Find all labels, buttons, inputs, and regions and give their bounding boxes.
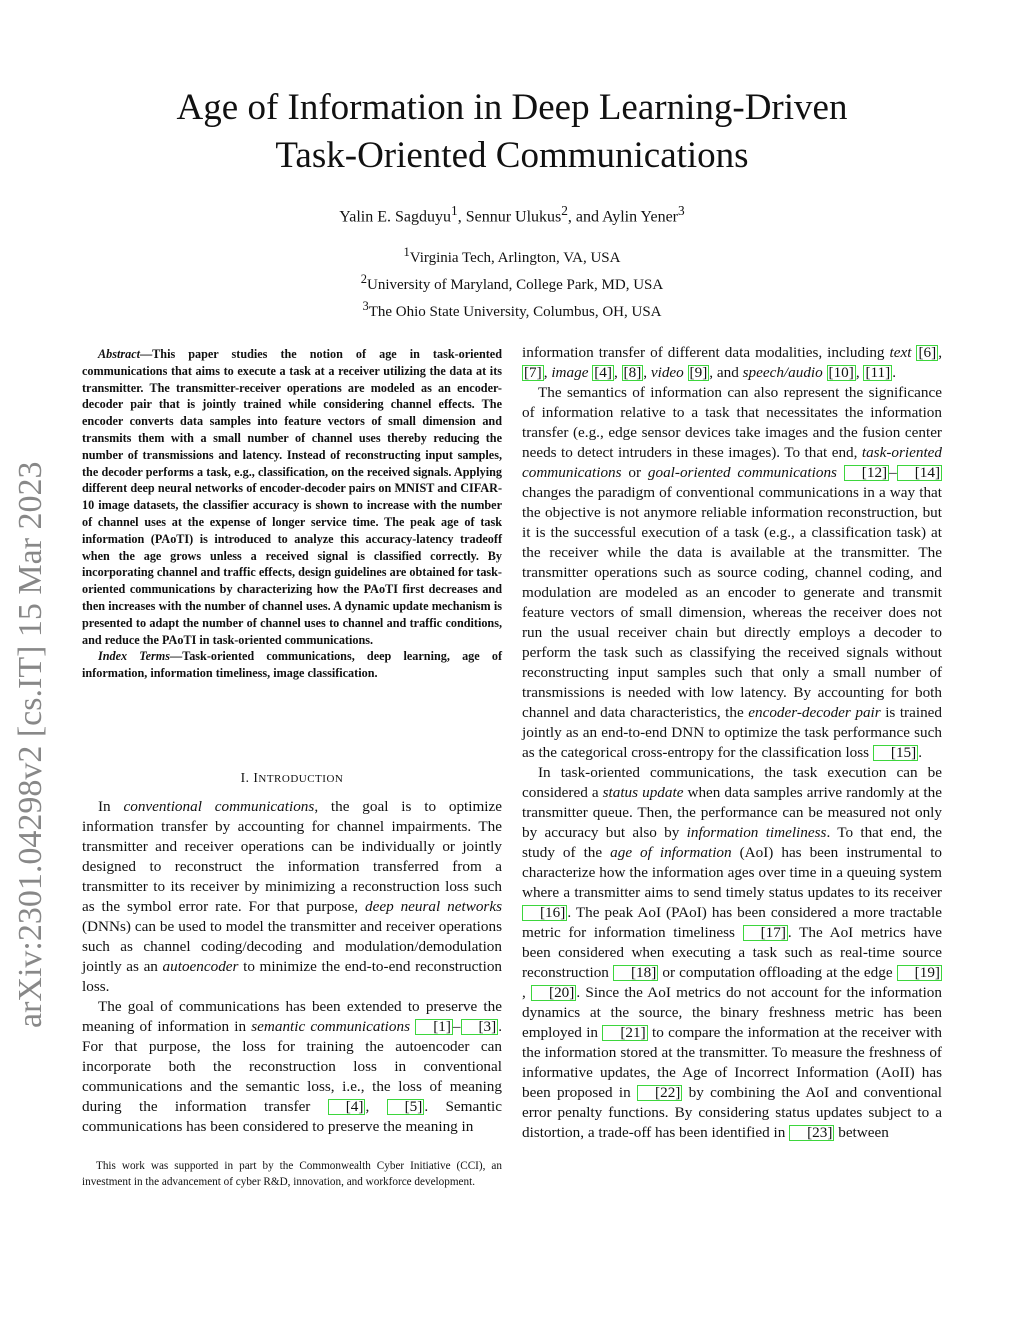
citation-link[interactable]: [9] xyxy=(689,364,708,381)
citation-link[interactable]: [5] xyxy=(387,1099,425,1115)
right-paragraph-1: The semantics of information can also represent the significance of information relative to a task that necessitates the information transfer (e.g., edge sensor devices take images and the fusion center needs to detect intruders in these images). To that end, task-oriented communications or goal-oriented communications [12] – [14] changes the paradigm of conventional communications in a way that the objective is not anymore reliable information reconstruction, but it is the successful execution of a task (e.g., a classification task) at the receiver while the data is available at the transmitter. The transmitter operations such as source coding, channel coding, and modulation are modeled as an encoder to generate and transmit feature vectors of small dimension, whereas the receiver does not run the usual receiver chain but directly employs a decoder to perform the task such as classifying the received signals without reconstructing input samples such that only a small number of transmissions is needed with low latency. By accounting for both channel and data characteristics, the encoder-decoder pair is trained jointly as an end-to-end DNN to optimize the task performance such as the categorical cross-entropy for the classification loss [15] . xyxy=(522,384,943,761)
author-3: Aylin Yener xyxy=(602,208,679,226)
right-paragraph-0: information transfer of different data modalities, including text [6] , [7] , image [4] , [8] , video [9] , and speech/audio [10] , [11] . xyxy=(522,344,942,381)
citation-link[interactable]: [20] xyxy=(531,985,576,1001)
citation-link[interactable]: [3] xyxy=(461,1019,499,1035)
index-terms: Index Terms—Task-oriented communications, deep learning, age of information, information timeliness, image classification. xyxy=(82,649,502,681)
author-2: Sennur Ulukus xyxy=(465,208,562,226)
author-list: Yalin E. Sagduyu$^1$, Sennur Ulukus$^2$, and Aylin Yener$^3$ xyxy=(339,203,685,226)
author-3-affil: 3 xyxy=(678,203,685,218)
author-1-affil: 1 xyxy=(451,203,458,218)
author-1: Yalin E. Sagduyu xyxy=(339,208,452,226)
title-line-2: Task-Oriented Communications xyxy=(275,135,749,176)
abstract xyxy=(82,346,502,682)
citation-link[interactable]: [23] xyxy=(789,1125,834,1141)
citation-link[interactable]: [18] xyxy=(613,965,658,981)
citation-link[interactable]: [4] xyxy=(328,1099,366,1115)
author-2-affil: 2 xyxy=(561,203,568,218)
paper-title xyxy=(100,84,924,180)
affiliation-3: $^3$The Ohio State University, Columbus, OH, USA xyxy=(362,299,662,320)
right-column-text xyxy=(522,343,942,1143)
citation-link[interactable]: [17] xyxy=(743,925,788,941)
title-line-1: Age of Information in Deep Learning-Driven xyxy=(176,87,848,128)
citation-link[interactable]: [15] xyxy=(873,745,918,761)
affiliations xyxy=(100,242,924,323)
arxiv-watermark: arXiv:2301.04298v2 [cs.IT] 15 Mar 2023 xyxy=(12,461,49,1028)
section-heading-introduction: I. INTRODUCTION xyxy=(240,770,344,785)
footnote: This work was supported in part by the Commonwealth Cyber Initiative (CCI), an investment in the advancement of cyber R&D, innovation, and workforce development. xyxy=(82,1160,502,1188)
citation-link[interactable]: [11] xyxy=(865,364,891,381)
citation-link[interactable]: [6] xyxy=(918,344,937,361)
intro-paragraph-1: In conventional communications, the goal is to optimize information transfer by accounting for channel impairments. The transmitter and receiver operations can be individually or jointly designed to reconstruct the information transferred from a transmitter to its receiver by minimizing a reconstruction loss such as the symbol error rate. For that purpose, deep neural networks (DNNs) can be used to model the transmitter and receiver operations such as channel coding/decoding and modulation/demodulation jointly as an autoencoder to minimize the end-to-end reconstruction loss. xyxy=(82,798,503,995)
index-terms-label: Index Terms xyxy=(98,649,171,664)
abstract-label: Abstract xyxy=(98,347,140,361)
citation-link[interactable]: [19] xyxy=(897,965,942,981)
citation-link[interactable]: [14] xyxy=(897,465,942,481)
affiliation-2: $^2$University of Maryland, College Park, MD, USA xyxy=(360,272,664,293)
citation-link[interactable]: [22] xyxy=(637,1085,682,1101)
abstract-paragraph: Abstract—This paper studies the notion of age in task-oriented communications that aims to execute a task at a receiver utilizing the data at its transmitter. The transmitter-receiver operations are modeled as an encoder-decoder pair that is jointly trained while considering channel effects. The encoder converts data samples into feature vectors of small dimension and transmits them with a small number of channel uses thereby reducing the number of transmissions and latency. Instead of reconstructing input samples, the decoder performs a task, e.g., classification, on the received signals. Applying different deep neural networks of encoder-decoder pairs on MNIST and CIFAR-10 image datasets, the classifier accuracy is shown to increase with the number of channel uses at the expense of longer service time. The peak age of task information (PAoTI) is introduced to analyze this accuracy-latency tradeoff when the age grows unless a received signal is classified correctly. By incorporating channel and traffic effects, design guidelines are obtained for task-oriented communications by characterizing how the PAoTI first decreases and then increases with the number of channel uses. A dynamic update mechanism is presented to adapt the number of channel uses to channel and traffic conditions, and reduce the PAoTI in task-oriented communications. xyxy=(82,347,502,647)
citation-link[interactable]: [8] xyxy=(623,364,642,381)
citation-link[interactable]: [1] xyxy=(415,1019,453,1035)
intro-text-left xyxy=(82,797,502,1137)
citation-link[interactable]: [10] xyxy=(828,364,854,381)
intro-paragraph-2: The goal of communications has been extended to preserve the meaning of information in semantic communications [1] – [3] . For that purpose, the loss for training the autoencoder can incorporate both the reconstruction loss in conventional communications and the semantic loss, i.e., the loss of meaning during the information transfer [4] , [5] . Semantic communications has been considered to preserve the meaning in xyxy=(82,998,503,1135)
affiliation-1: $^1$Virginia Tech, Arlington, VA, USA xyxy=(403,245,621,266)
citation-link[interactable]: [12] xyxy=(844,465,889,481)
citation-link[interactable]: [21] xyxy=(602,1025,647,1041)
citation-link[interactable]: [16] xyxy=(522,905,567,921)
citation-link[interactable]: [7] xyxy=(524,364,542,381)
citation-link[interactable]: [4] xyxy=(594,364,612,381)
right-paragraph-2: In task-oriented communications, the task execution can be considered a status update when data samples arrive randomly at the transmitter queue. Then, the performance can be measured not only by accuracy but also by information timeliness. To that end, the study of the age of information (AoI) has been instrumental to characterize how the information ages over time in a queuing system where a transmitter aims to send timely status updates to its receiver [16] . The peak AoI (PAoI) has been considered a more tractable metric for information timeliness [17] . The AoI metrics have been considered when executing a task such as real-time source reconstruction [18] or computation offloading at the edge [19], [20] . Since the AoI metrics do not account for the information dynamics at the source, the binary freshness metric has been employed in [21] to compare the information at the receiver with the information stored at the transmitter. To measure the freshness of informative updates, the Age of Incorrect Information (AoII) has been proposed in [22] by combining the AoI and conventional error penalty functions. By considering status updates subject to a distortion, a trade-off has been identified in [23] between xyxy=(522,764,943,1141)
